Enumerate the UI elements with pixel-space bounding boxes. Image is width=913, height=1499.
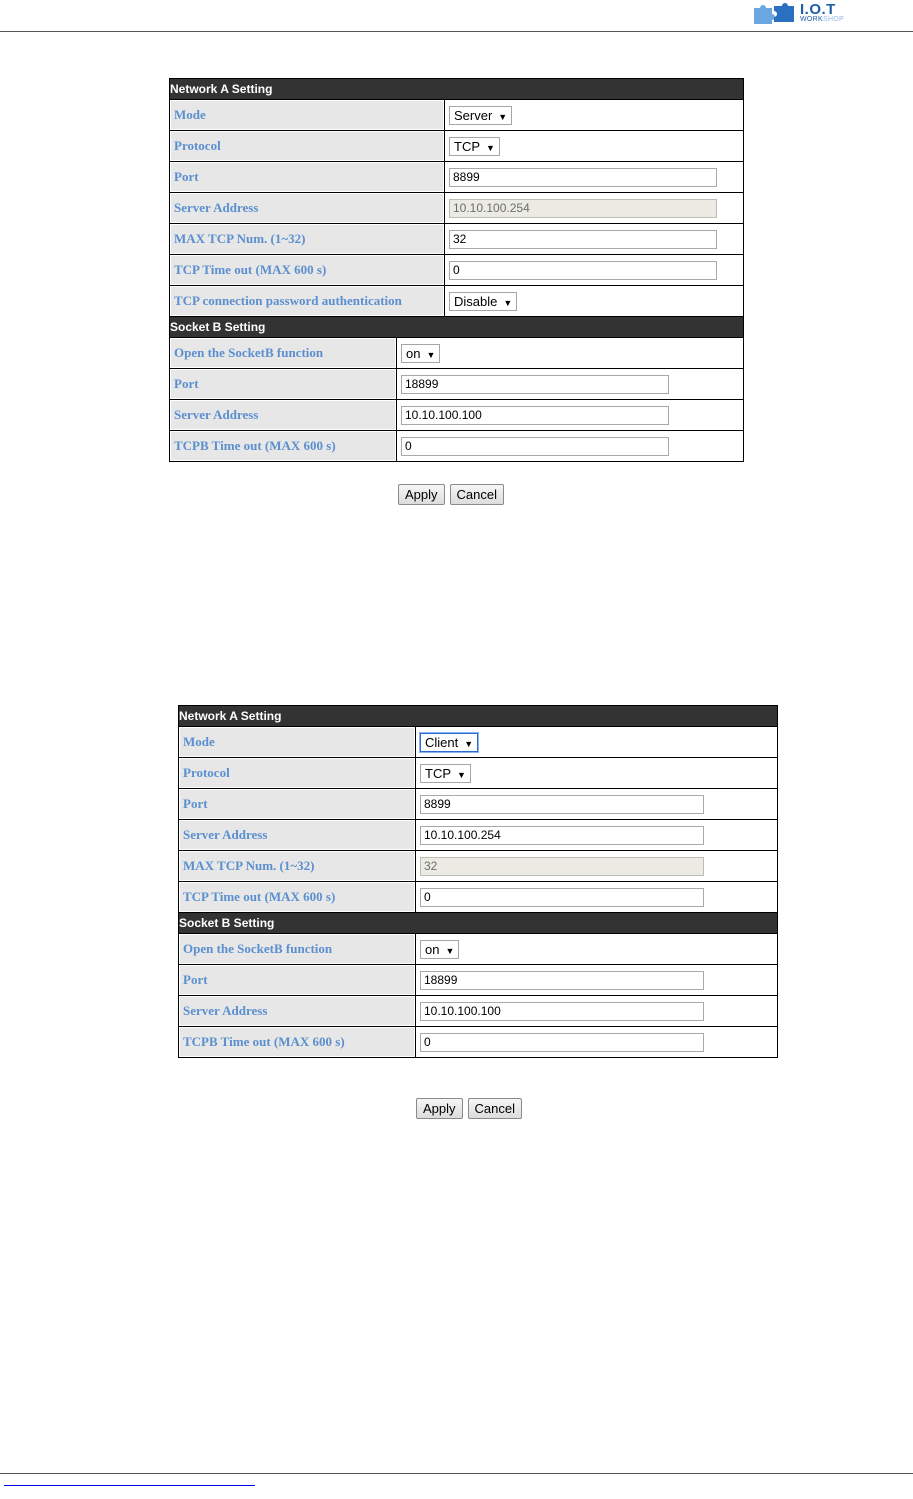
chevron-down-icon: ▼ — [445, 945, 455, 956]
logo-title: I.O.T — [800, 1, 836, 18]
port-label: Port — [170, 162, 444, 192]
panel2-buttons — [416, 1098, 527, 1119]
b-server-address-cell — [416, 996, 777, 1026]
chevron-down-icon: ▼ — [498, 111, 508, 122]
protocol-cell — [416, 758, 777, 788]
server-address-input — [449, 199, 717, 218]
max-tcp-label: MAX TCP Num. (1~32) — [179, 851, 415, 881]
b-port-label: Port — [179, 965, 415, 995]
puzzle-pieces-icon — [752, 2, 796, 24]
socketb-open-select[interactable]: on ▼ — [420, 940, 459, 959]
section-network-a-title: Network A Setting — [170, 79, 743, 99]
socket-b-table — [178, 912, 778, 1058]
chevron-down-icon: ▼ — [426, 349, 436, 360]
chevron-down-icon: ▼ — [486, 142, 495, 153]
section-socket-b-title: Socket B Setting — [179, 913, 777, 933]
mode-cell — [416, 727, 777, 757]
tcp-auth-label: TCP connection password authentication — [170, 286, 444, 316]
b-timeout-label: TCPB Time out (MAX 600 s) — [179, 1027, 415, 1057]
port-cell — [445, 162, 743, 192]
server-address-label: Server Address — [170, 193, 444, 223]
protocol-cell — [445, 131, 743, 161]
b-server-address-label: Server Address — [170, 400, 396, 430]
b-port-label: Port — [170, 369, 396, 399]
socketb-open-select[interactable]: on ▼ — [401, 344, 440, 363]
protocol-select[interactable]: TCP ▼ — [449, 137, 500, 156]
b-server-address-label: Server Address — [179, 996, 415, 1026]
protocol-label: Protocol — [179, 758, 415, 788]
protocol-select[interactable]: TCP ▼ — [420, 764, 471, 783]
socket-b-table — [169, 316, 744, 462]
socketb-open-cell — [397, 338, 743, 368]
b-port-cell — [416, 965, 777, 995]
b-server-address-input[interactable] — [401, 406, 669, 425]
b-port-input[interactable] — [401, 375, 669, 394]
logo-subtitle: WORKSHOP — [800, 16, 845, 23]
mode-cell — [445, 100, 743, 130]
chevron-down-icon: ▼ — [457, 769, 466, 780]
b-timeout-cell — [416, 1027, 777, 1057]
b-timeout-label: TCPB Time out (MAX 600 s) — [170, 431, 396, 461]
server-address-label: Server Address — [179, 820, 415, 850]
header-divider — [0, 31, 913, 32]
b-timeout-input[interactable] — [401, 437, 669, 456]
protocol-label: Protocol — [170, 131, 444, 161]
tcp-timeout-cell — [416, 882, 777, 912]
cancel-button[interactable]: Cancel — [450, 484, 504, 505]
socketb-open-label: Open the SocketB function — [170, 338, 396, 368]
max-tcp-cell — [416, 851, 777, 881]
port-input[interactable] — [449, 168, 717, 187]
tcp-timeout-input[interactable] — [449, 261, 717, 280]
client-mode-panel — [178, 705, 778, 1058]
b-port-input[interactable] — [420, 971, 704, 990]
mode-select[interactable]: Client ▼ — [420, 733, 478, 752]
port-cell — [416, 789, 777, 819]
max-tcp-input[interactable] — [449, 230, 717, 249]
tcp-auth-cell — [445, 286, 743, 316]
network-a-table — [178, 705, 778, 913]
b-timeout-input[interactable] — [420, 1033, 704, 1052]
server-address-input[interactable] — [420, 826, 704, 845]
tcp-timeout-input[interactable] — [420, 888, 704, 907]
apply-button[interactable]: Apply — [416, 1098, 463, 1119]
network-a-table — [169, 78, 744, 317]
mode-label: Mode — [170, 100, 444, 130]
max-tcp-label: MAX TCP Num. (1~32) — [170, 224, 444, 254]
max-tcp-input — [420, 857, 704, 876]
socketb-open-label: Open the SocketB function — [179, 934, 415, 964]
section-network-a-title: Network A Setting — [179, 706, 777, 726]
tcp-timeout-label: TCP Time out (MAX 600 s) — [179, 882, 415, 912]
tcp-auth-select[interactable]: Disable ▼ — [449, 292, 517, 311]
apply-button[interactable]: Apply — [398, 484, 445, 505]
mode-select[interactable]: Server ▼ — [449, 106, 512, 125]
b-server-address-cell — [397, 400, 743, 430]
footer-link-underline[interactable] — [4, 1485, 255, 1486]
footer-divider — [0, 1473, 913, 1474]
b-server-address-input[interactable] — [420, 1002, 704, 1021]
chevron-down-icon: ▼ — [503, 297, 513, 308]
port-label: Port — [179, 789, 415, 819]
mode-label: Mode — [179, 727, 415, 757]
server-mode-panel — [169, 78, 744, 462]
cancel-button[interactable]: Cancel — [468, 1098, 522, 1119]
iot-workshop-logo — [752, 0, 862, 26]
max-tcp-cell — [445, 224, 743, 254]
panel1-buttons — [398, 484, 509, 505]
server-address-cell — [416, 820, 777, 850]
tcp-timeout-label: TCP Time out (MAX 600 s) — [170, 255, 444, 285]
server-address-cell — [445, 193, 743, 223]
b-port-cell — [397, 369, 743, 399]
tcp-timeout-cell — [445, 255, 743, 285]
socketb-open-cell — [416, 934, 777, 964]
section-socket-b-title: Socket B Setting — [170, 317, 743, 337]
b-timeout-cell — [397, 431, 743, 461]
chevron-down-icon: ▼ — [464, 738, 474, 749]
port-input[interactable] — [420, 795, 704, 814]
